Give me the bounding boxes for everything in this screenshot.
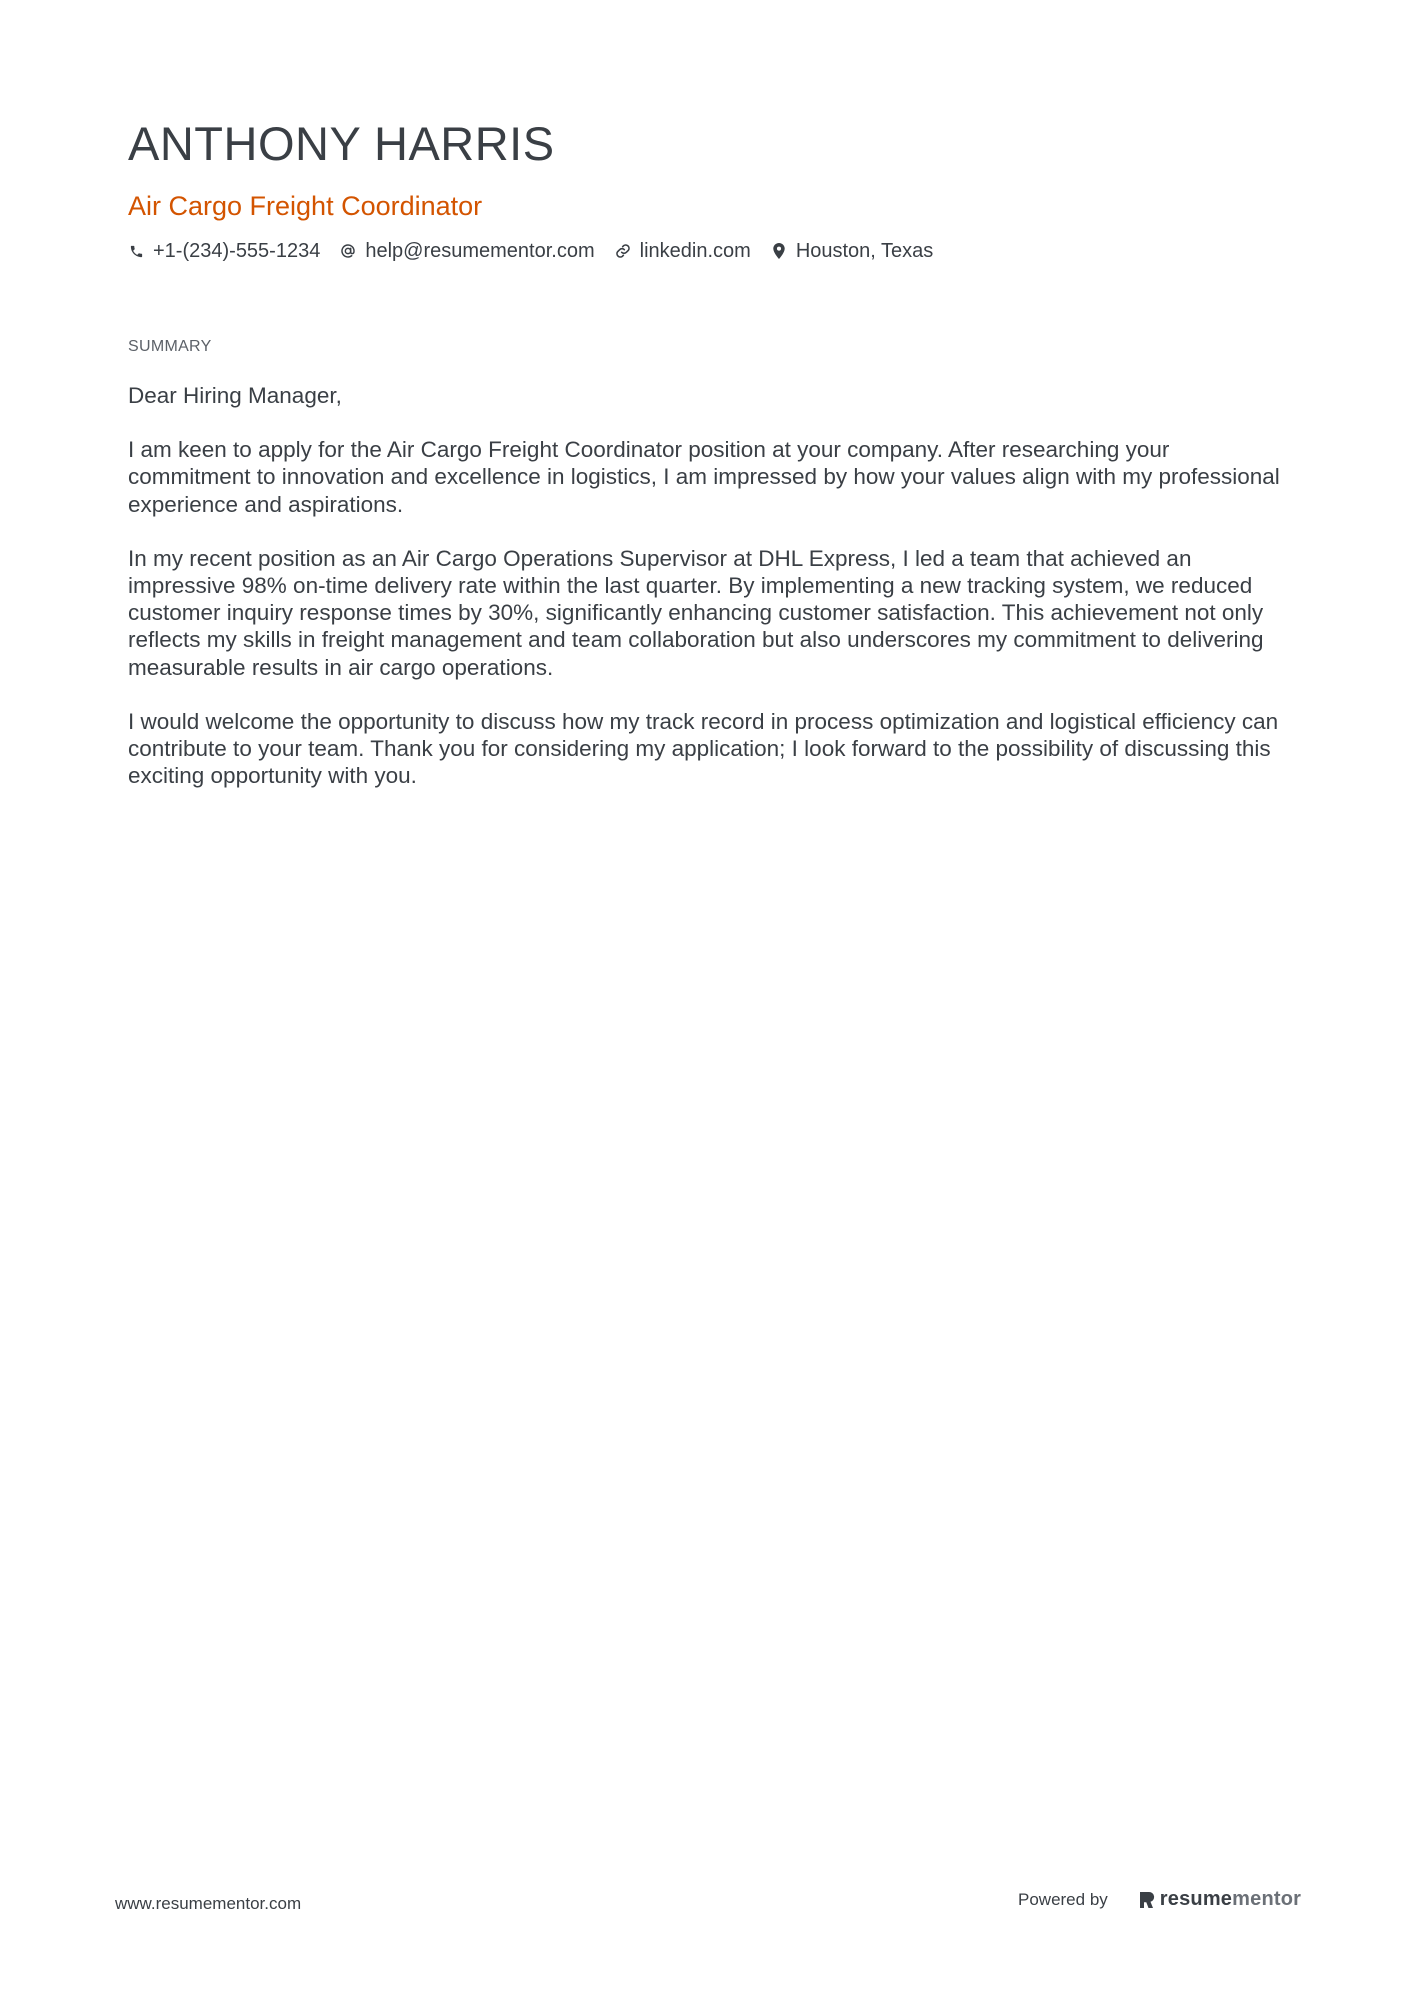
header bbox=[128, 112, 1288, 266]
footer-website-link[interactable]: www.resumementor.com bbox=[115, 1894, 302, 1913]
location-pin-icon bbox=[771, 243, 787, 259]
phone-icon bbox=[128, 243, 144, 259]
candidate-name: ANTHONY HARRIS bbox=[128, 117, 555, 170]
job-title: Air Cargo Freight Coordinator bbox=[128, 191, 483, 221]
brand-name-light: mentor bbox=[1232, 1888, 1302, 1910]
greeting: Dear Hiring Manager, bbox=[128, 383, 342, 408]
paragraph-2: In my recent position as an Air Cargo Operations Supervisor at DHL Express, I led a team that achieved an impressive 98% on-time delivery rate within the last quarter. By implementing a new tracking system, we reduced customer inquiry response times by 30%, significantly enhancing customer satisfaction. This achievement not only reflects my skills in freight management and team collaboration but also underscores my commitment to delivering measurable results in air cargo operations. bbox=[128, 545, 1264, 680]
linkedin-link[interactable]: linkedin.com bbox=[639, 240, 751, 262]
contact-bar bbox=[128, 236, 1288, 266]
email-address[interactable]: help@resumementor.com bbox=[365, 240, 595, 262]
powered-by-label: Powered by bbox=[1018, 1889, 1108, 1909]
phone-number: +1-(234)-555-1234 bbox=[153, 240, 321, 262]
paragraph-1: I am keen to apply for the Air Cargo Freight Coordinator position at your company. After researching your commitment to innovation and excellence in logistics, I am impressed by how your values align with my professional experience and aspirations. bbox=[128, 437, 1280, 517]
brand-name-strong: resume bbox=[1159, 1888, 1233, 1910]
summary-heading: SUMMARY bbox=[128, 338, 212, 355]
contact-location bbox=[771, 236, 934, 266]
paragraph-3: I would welcome the opportunity to discuss how my track record in process optimization and logistical efficiency can contribute to your team. Thank you for considering my application; I look forward to the possibility of discussing this exciting opportunity with you. bbox=[128, 708, 1279, 789]
contact-linkedin[interactable] bbox=[615, 236, 751, 266]
letter-body bbox=[128, 382, 1288, 816]
contact-phone bbox=[128, 236, 320, 266]
at-icon bbox=[340, 243, 356, 259]
link-icon bbox=[615, 243, 631, 259]
location-text: Houston, Texas bbox=[795, 240, 934, 262]
resumementor-logo[interactable] bbox=[1138, 1888, 1301, 1911]
footer-branding bbox=[1018, 1888, 1301, 1911]
resumementor-logo-icon bbox=[1138, 1890, 1156, 1910]
contact-email[interactable] bbox=[340, 236, 594, 266]
